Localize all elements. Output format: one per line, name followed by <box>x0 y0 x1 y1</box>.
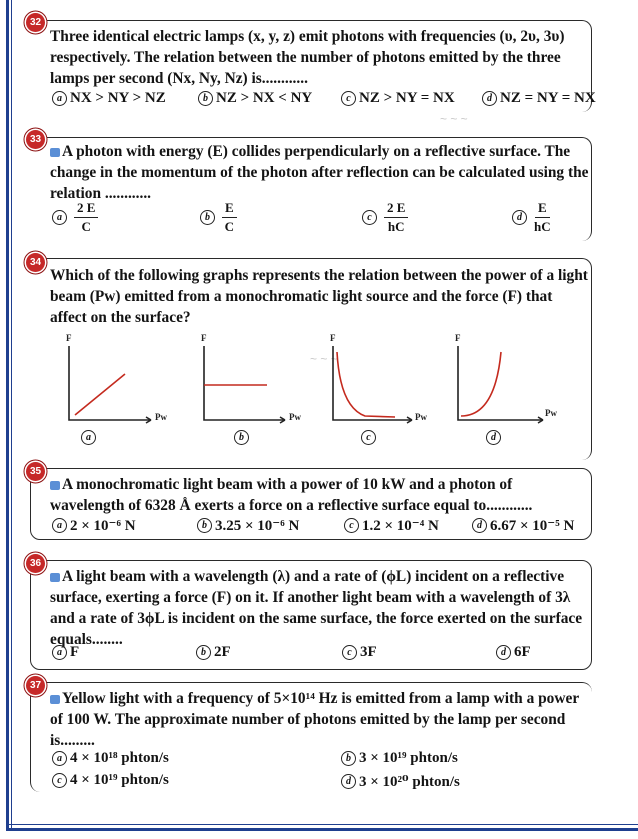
question-36-option-c[interactable] <box>342 644 377 661</box>
option-letter: c <box>341 91 356 106</box>
question-34-text: Which of the following graphs represents the relation between the power of a light beam (Pw) emitted from a monochromatic light source and the force (F) that affect on the surface? <box>50 267 588 326</box>
option-label: 3 × 10²⁰ phton/s <box>359 774 460 790</box>
question-32-option-b[interactable] <box>198 90 312 107</box>
option-label: NX > NY > NZ <box>70 90 166 106</box>
option-letter: a <box>52 91 67 106</box>
bullet-icon <box>50 481 60 490</box>
option-letter: c <box>344 518 359 533</box>
graph-d-letter[interactable] <box>486 430 504 445</box>
question-37-text <box>50 688 590 751</box>
question-33-option-c[interactable] <box>362 200 408 235</box>
question-37-number: 37 <box>26 676 45 695</box>
page-frame-left <box>6 0 9 830</box>
question-32-option-d[interactable] <box>482 90 596 107</box>
graph-d-y-label: F <box>455 333 461 343</box>
option-letter: d <box>512 210 527 225</box>
graph-d-curve <box>461 352 501 416</box>
page-frame-left-inner <box>11 0 12 830</box>
graph-a-y-label: F <box>66 333 72 343</box>
graph-c[interactable] <box>330 333 427 423</box>
option-letter: c <box>361 430 376 445</box>
option-letter: b <box>341 751 356 766</box>
question-32-option-a[interactable] <box>52 90 166 107</box>
option-label: NZ > NY = NX <box>359 90 455 106</box>
question-35-option-d[interactable] <box>472 516 574 535</box>
graph-c-letter[interactable] <box>361 430 379 445</box>
bleed-through-text: ~ ~ ~ <box>310 352 338 366</box>
question-35-option-c[interactable] <box>344 516 439 535</box>
option-letter: a <box>52 518 67 533</box>
question-32-text: Three identical electric lamps (x, y, z) emit photons with frequencies (υ, 2υ, 3υ) respectively. The relation between the number of photons emitted by the three lamps per second (Nx, Ny, Nz) is............ <box>50 28 565 87</box>
page-frame-bottom <box>6 828 638 831</box>
bullet-icon <box>50 573 60 582</box>
question-35-option-a[interactable] <box>52 516 136 535</box>
question-36-number: 36 <box>26 554 45 573</box>
question-37-option-a[interactable] <box>52 750 169 767</box>
question-35-option-b[interactable] <box>197 516 299 535</box>
graph-c-y-label: F <box>330 333 336 343</box>
question-32-number: 32 <box>26 13 45 32</box>
graph-a-letter[interactable] <box>81 430 99 445</box>
question-33-text-body: A photon with energy (E) collides perpendicularly on a reflective surface. The change in the momentum of the photon after reflection can be calculated using the relation ............ <box>50 143 589 202</box>
graph-c-axes <box>333 346 412 420</box>
question-36-option-b[interactable] <box>196 644 231 661</box>
graph-d-x-label: Pw <box>545 408 557 418</box>
option-letter: b <box>234 430 249 445</box>
page-frame-bottom-inner <box>6 824 638 825</box>
graph-a-curve <box>75 374 125 415</box>
option-label: 4 × 10¹⁸ phton/s <box>70 750 169 766</box>
fraction-denominator: hC <box>387 219 405 234</box>
option-label: 4 × 10¹⁹ phton/s <box>70 772 169 788</box>
option-label: 6F <box>514 644 531 660</box>
bleed-through-text: ~ ~ ~ <box>440 112 468 126</box>
question-37-text-body: Yellow light with a frequency of 5×10¹⁴ Hz is emitted from a lamp with a power of 100 W. The approximate number of photons emitted by the lamp per second is......... <box>50 690 579 749</box>
graph-c-curve <box>337 352 395 417</box>
option-letter: d <box>482 91 497 106</box>
question-33-option-b[interactable] <box>200 200 237 235</box>
option-letter: d <box>472 518 487 533</box>
question-35-text <box>50 474 590 516</box>
option-letter: d <box>341 774 356 789</box>
option-label: 6.67 × 10⁻⁵ N <box>490 518 575 534</box>
question-35-text-body: A monochromatic light beam with a power of 10 kW and a photon of wavelength of 6328 Å exerts a force on a reflective surface equal to............ <box>50 476 533 514</box>
graph-d[interactable] <box>455 333 557 423</box>
question-36-text-body: A light beam with a wavelength (λ) and a rate of (ϕL) incident on a reflective surface, exerting a force (F) on it. If another light beam with a wavelength of 3λ and a rate of 3ϕL is incident on the same surface, the force exerted on the surface equals........ <box>50 568 583 648</box>
option-letter: d <box>486 430 501 445</box>
fraction-denominator: hC <box>534 219 551 234</box>
fraction-numerator: 2 E <box>384 200 408 218</box>
bullet-icon <box>50 148 60 157</box>
graph-b-y-label: F <box>201 333 207 343</box>
question-37-option-d[interactable] <box>341 772 460 791</box>
question-34-graphs <box>55 332 615 452</box>
option-letter: a <box>52 645 67 660</box>
question-32-option-c[interactable] <box>341 90 455 107</box>
option-label: F <box>70 644 80 660</box>
bullet-icon <box>50 695 60 704</box>
option-letter: b <box>198 91 213 106</box>
question-33-text <box>50 141 590 204</box>
graph-b[interactable] <box>201 333 301 423</box>
option-label: 3F <box>360 644 377 660</box>
question-37-option-c[interactable] <box>52 772 169 789</box>
fraction-numerator: 2 E <box>74 200 98 218</box>
fraction-denominator: C <box>81 219 91 234</box>
graph-b-letter[interactable] <box>234 430 252 445</box>
fraction-denominator: C <box>224 219 235 234</box>
option-label: 1.2 × 10⁻⁴ N <box>362 518 439 534</box>
option-letter: c <box>52 773 67 788</box>
fraction-numerator: E <box>535 200 550 218</box>
option-label: 3.25 × 10⁻⁶ N <box>215 518 300 534</box>
question-33-option-d[interactable] <box>512 200 551 235</box>
graph-c-x-label: Pw <box>415 412 427 422</box>
option-label: 3 × 10¹⁹ phton/s <box>359 750 458 766</box>
question-34-number: 34 <box>26 253 45 272</box>
option-letter: c <box>342 645 357 660</box>
option-letter: a <box>52 751 67 766</box>
question-37-option-b[interactable] <box>341 750 458 767</box>
question-33-number: 33 <box>26 130 45 149</box>
option-letter: a <box>52 210 67 225</box>
option-letter: a <box>81 430 96 445</box>
graph-b-axes <box>204 346 285 420</box>
graph-a-x-label: Pw <box>155 412 167 422</box>
question-36-text <box>50 566 590 650</box>
option-letter: b <box>200 210 215 225</box>
option-letter: b <box>197 518 212 533</box>
question-33-option-a[interactable] <box>52 200 98 235</box>
option-label: 2F <box>214 644 231 660</box>
graph-a[interactable] <box>66 333 167 423</box>
question-35-number: 35 <box>26 462 45 481</box>
graph-b-x-label: Pw <box>289 412 301 422</box>
option-label: 2 × 10⁻⁶ N <box>70 518 136 534</box>
option-letter: d <box>496 645 511 660</box>
question-36-option-d[interactable] <box>496 644 531 661</box>
question-36-option-a[interactable] <box>52 644 79 661</box>
option-label: NZ > NX < NY <box>216 90 313 106</box>
fraction-numerator: E <box>222 200 237 218</box>
option-label: NZ = NY = NX <box>500 90 596 106</box>
option-letter: c <box>362 210 377 225</box>
option-letter: b <box>196 645 211 660</box>
